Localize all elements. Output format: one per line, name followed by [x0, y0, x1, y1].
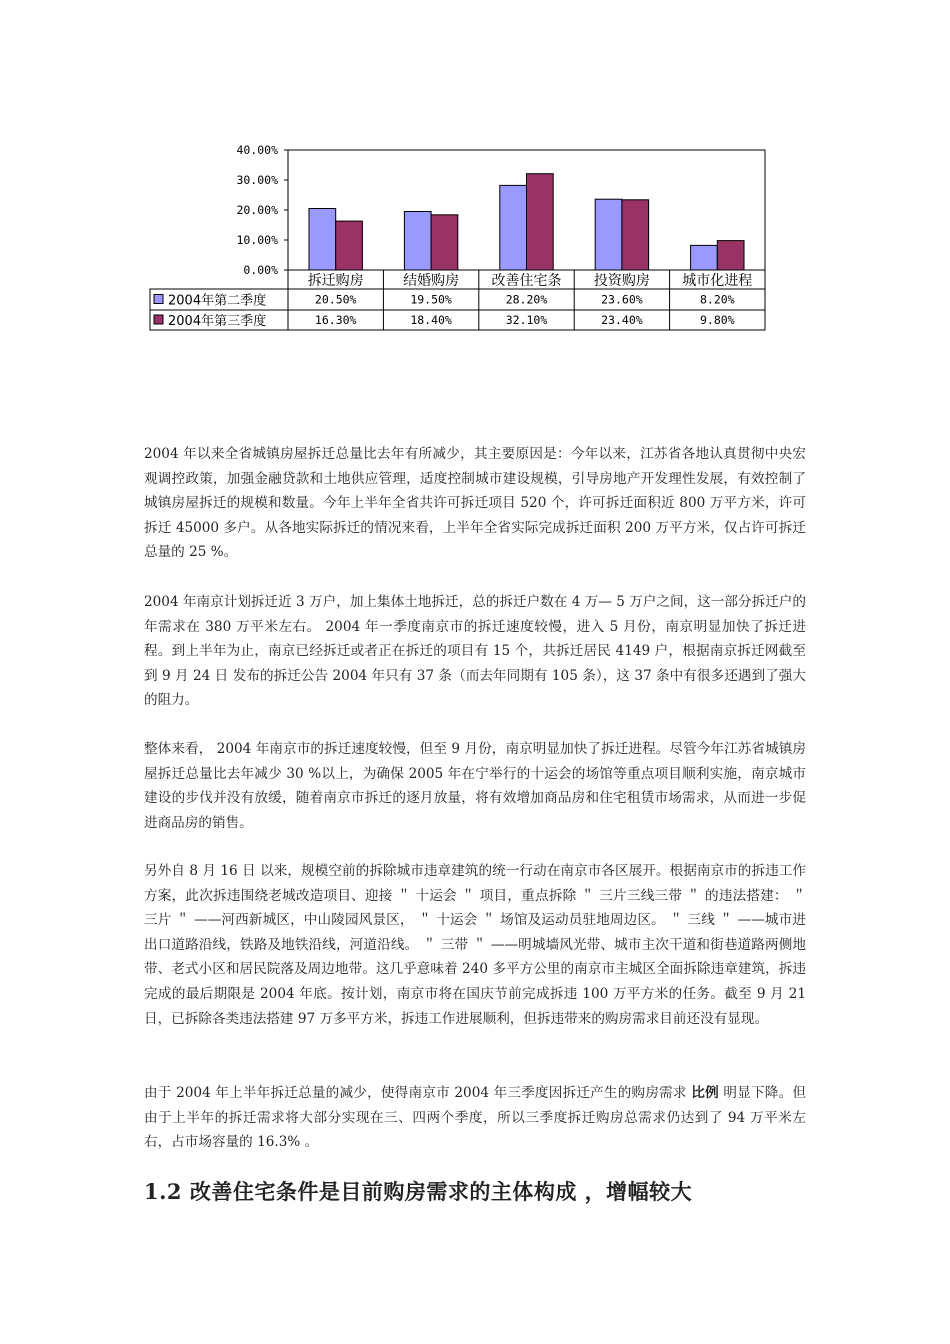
bar-q2 [691, 245, 718, 270]
bar-q3 [622, 200, 649, 270]
paragraph-4: 另外自 8 月 16 日 以来，规模空前的拆除城市违章建筑的统一行动在南京市各区展开。根据南京市的拆违工作方案，此次拆违围绕老城改造项目、迎接 ＂ 十运会 ＂ 项目，重点拆除 ＂ 三片三线三带 ＂ 的违法搭建： ＂ 三片 ＂ ——河西新城区，中山陵园风景区， ＂ 十运会 ＂ 场馆及运动员驻地周边区。 ＂ 三线 ＂ ——城市进出口道路沿线，铁路及地铁沿线，河道沿线。 ＂ 三带 ＂ ——明城墙风光带、城市主次干道和街巷道路两侧地带、老式小区和居民院落及周边地带。这几乎意味着 240 多平方公里的南京市主城区全面拆除违章建筑，拆违完成的最后期限是 2004 年底。按计划，南京市将在国庆节前完成拆违 100 万平方米的任务。截至 9 月 21 日，已拆除各类违法搭建 97 万多平方米，拆违工作进展顺利，但拆违带来的购房需求目前还没有显现。 [144, 863, 806, 1027]
data-table-value: 28.20% [505, 292, 548, 307]
bar-q3 [527, 174, 554, 270]
legend-swatch-q3 [154, 315, 163, 324]
paragraph-5-text-start: 由于 2004 年上半年拆迁总量的减少，使得南京市 2004 年三季度因拆迁产生的购房需求 [144, 1085, 692, 1101]
x-category-label: 投资购房 [593, 273, 650, 289]
bar-q3 [431, 215, 458, 270]
data-table-value: 23.60% [601, 292, 643, 307]
y-tick-label: 10.00% [236, 233, 278, 247]
x-category-label: 拆迁购房 [307, 273, 364, 289]
bar-q3 [336, 221, 363, 270]
y-tick-label: 20.00% [236, 203, 278, 217]
data-table-value: 8.20% [699, 292, 735, 307]
y-tick-label: 0.00% [243, 263, 278, 277]
paragraph-5 [144, 1081, 806, 1155]
bar-q2 [595, 199, 622, 270]
x-category-label: 城市化进程 [682, 273, 753, 289]
paragraph-2: 2004 年南京计划拆迁近 3 万户，加上集体土地拆迁，总的拆迁户数在 4 万— 5 万户之间，这一部分拆迁户的年需求在 380 万平米左右。 2004 年一季度南京市的拆迁速度较慢，进入 5 月份，南京明显加快了拆迁进程。到上半年为止，南京已经拆迁或者正在拆迁的项目有 15 个，共拆迁居民 4149 户，根据南京拆迁网截至到 9 月 24 日 发布的拆迁公告 2004 年只有 37 条（而去年同期有 105 条），这 37 条中有很多还遇到了强大的阻力。 [144, 594, 806, 709]
paragraph-1: 2004 年以来全省城镇房屋拆迁总量比去年有所减少，其主要原因是：今年以来，江苏省各地认真贯彻中央宏观调控政策，加强金融贷款和土地供应管理，适度控制城市建设规模，引导房地产开发理性发展，有效控制了城镇房屋拆迁的规模和数量。今年上半年全省共许可拆迁项目 520 个，许可拆迁面积近 800 万平方米，许可拆迁 45000 多户。从各地实际拆迁的情况来看，上半年全省实际完成拆迁面积 200 万平方米，仅占许可拆迁总量的 25 %。 [144, 446, 806, 561]
data-table-value: 32.10% [505, 313, 548, 327]
bar-q2 [404, 212, 431, 271]
legend-label-q3: 2004年第三季度 [168, 314, 267, 329]
paragraph-3: 整体来看， 2004 年南京市的拆迁速度较慢，但至 9 月份，南京明显加快了拆迁进程。尽管今年江苏省城镇房屋拆迁总量比去年减少 30 %以上，为确保 2005 年在宁举行的十运会的场馆等重点项目顺利实施，南京城市建设的步伐并没有放缓，随着南京市拆迁的逐月放量，将有效增加商品房和住宅租赁市场需求，从而进一步促进商品房的销售。 [144, 741, 806, 831]
data-table-value: 19.50% [410, 292, 452, 307]
bar-chart [140, 140, 780, 340]
y-tick-label: 30.00% [236, 173, 278, 187]
legend-swatch-q2 [154, 295, 163, 304]
bar-q2 [500, 185, 527, 270]
data-table-value: 16.30% [314, 313, 357, 327]
paragraph-5-text-end: 明显下降。但由于上半年的拆迁需求将大部分实现在三、四两个季度，所以三季度拆迁购房总需求仍达到了 94 万平米左右，占市场容量的 16.3% 。 [144, 1085, 807, 1151]
data-table-value: 20.50% [314, 292, 357, 307]
x-category-label: 结婚购房 [403, 273, 460, 289]
bar-q3 [717, 241, 744, 270]
y-tick-label: 40.00% [236, 143, 278, 157]
data-table-value: 23.40% [601, 313, 643, 327]
legend-label-q2: 2004年第二季度 [168, 293, 267, 309]
section-heading: 1.2 改善住宅条件是目前购房需求的主体构成 ，增幅较大 [144, 1179, 693, 1204]
data-table-value: 18.40% [410, 313, 452, 327]
bar-q2 [309, 209, 336, 271]
data-table-value: 9.80% [699, 313, 735, 327]
paragraph-5-bold-word: 比例 [691, 1085, 719, 1101]
x-category-label: 改善住宅条 [491, 273, 562, 289]
